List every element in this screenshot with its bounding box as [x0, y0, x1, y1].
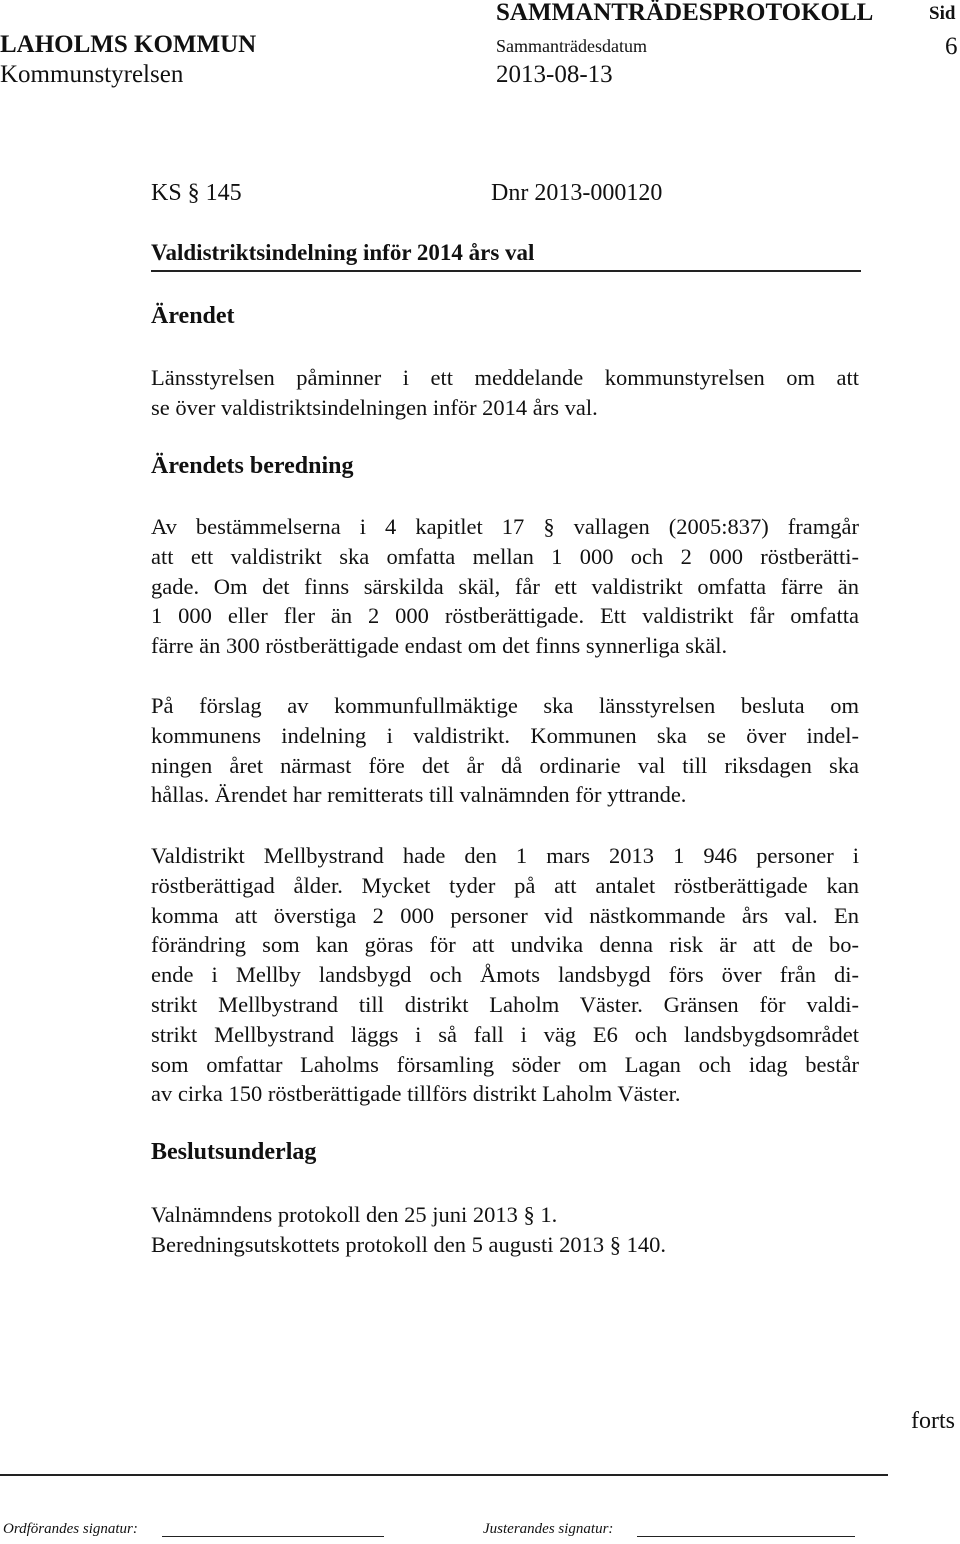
section-heading-beslutsunderlag: Beslutsunderlag	[151, 1139, 317, 1165]
page-label: Sid	[929, 3, 956, 24]
text-line: som omfattar Laholms församling söder om Lagan och idag består	[151, 1051, 859, 1077]
text-line: Länsstyrelsen påminner i ett meddelande kommunstyrelsen om att	[151, 365, 859, 390]
text-line: Valdistrikt Mellbystrand hade den 1 mars 2013 1 946 personer i	[151, 843, 859, 868]
document-type: SAMMANTRÄDESPROTOKOLL	[496, 0, 874, 26]
text-line: 1 000 eller fler än 2 000 röstberättigade. Ett valdistrikt får omfatta	[151, 603, 859, 629]
title-underline	[151, 270, 861, 272]
beredning-paragraph-1	[151, 512, 859, 661]
text-line: Av bestämmelserna i 4 kapitlet 17 § vallagen (2005:837) framgår	[151, 514, 859, 539]
case-title: Valdistriktsindelning inför 2014 års val	[151, 240, 535, 265]
meeting-date-label: Sammanträdesdatum	[496, 36, 647, 56]
meeting-date: 2013-08-13	[496, 61, 613, 88]
municipality-name: LAHOLMS KOMMUN	[0, 31, 257, 58]
text-line: komma att överstiga 2 000 personer vid nästkommande års val. En	[151, 902, 859, 928]
beredning-paragraph-3	[151, 841, 859, 1109]
text-line: förändring som kan göras för att undvika denna risk är att de bo-	[151, 932, 859, 958]
case-number: KS § 145	[151, 180, 242, 206]
chair-signature-label: Ordförandes signatur:	[3, 1521, 138, 1537]
text-line: Beredningsutskottets protokoll den 5 augusti 2013 § 140.	[151, 1231, 666, 1257]
beslutsunderlag-list	[151, 1200, 859, 1260]
text-line: Valnämndens protokoll den 25 juni 2013 § 1.	[151, 1202, 558, 1227]
text-line: se över valdistriktsindelningen inför 2014 års val.	[151, 394, 598, 420]
adjuster-signature-line	[637, 1536, 855, 1537]
committee-name: Kommunstyrelsen	[0, 61, 184, 88]
section-heading-arendet: Ärendet	[151, 303, 235, 329]
text-line: strikt Mellbystrand till distrikt Laholm Väster. Gränsen för valdi-	[151, 991, 859, 1017]
continued-note: forts	[911, 1408, 955, 1434]
text-line: färre än 300 röstberättigade endast om det finns synnerliga skäl.	[151, 633, 728, 659]
text-line: hållas. Ärendet har remitterats till valnämnden för yttrande.	[151, 782, 687, 808]
section-heading-beredning: Ärendets beredning	[151, 453, 354, 479]
text-line: kommunens indelning i valdistrikt. Kommunen ska se över indel-	[151, 722, 859, 748]
arendet-paragraph	[151, 363, 859, 423]
text-line: ende i Mellby landsbygd och Åmots landsbygd förs över från di-	[151, 962, 859, 988]
text-line: På förslag av kommunfullmäktige ska länsstyrelsen besluta om	[151, 693, 859, 718]
text-line: ningen året närmast före det år då ordinarie val till riksdagen ska	[151, 752, 859, 778]
text-line: gade. Om det finns särskilda skäl, får ett valdistrikt omfatta färre än	[151, 573, 859, 599]
case-dnr: Dnr 2013-000120	[491, 180, 663, 206]
footer-divider	[0, 1474, 888, 1476]
page-number: 6	[945, 33, 958, 60]
text-line: röstberättigad ålder. Mycket tyder på att antalet röstberättigade kan	[151, 872, 859, 898]
text-line: av cirka 150 röstberättigade tillförs distrikt Laholm Väster.	[151, 1081, 681, 1107]
adjuster-signature-label: Justerandes signatur:	[483, 1521, 614, 1537]
text-line: strikt Mellbystrand läggs i så fall i väg E6 och landsbygdsområdet	[151, 1021, 859, 1047]
beredning-paragraph-2	[151, 691, 859, 810]
text-line: att ett valdistrikt ska omfatta mellan 1 000 och 2 000 röstberätti-	[151, 543, 859, 569]
chair-signature-line	[162, 1536, 384, 1537]
